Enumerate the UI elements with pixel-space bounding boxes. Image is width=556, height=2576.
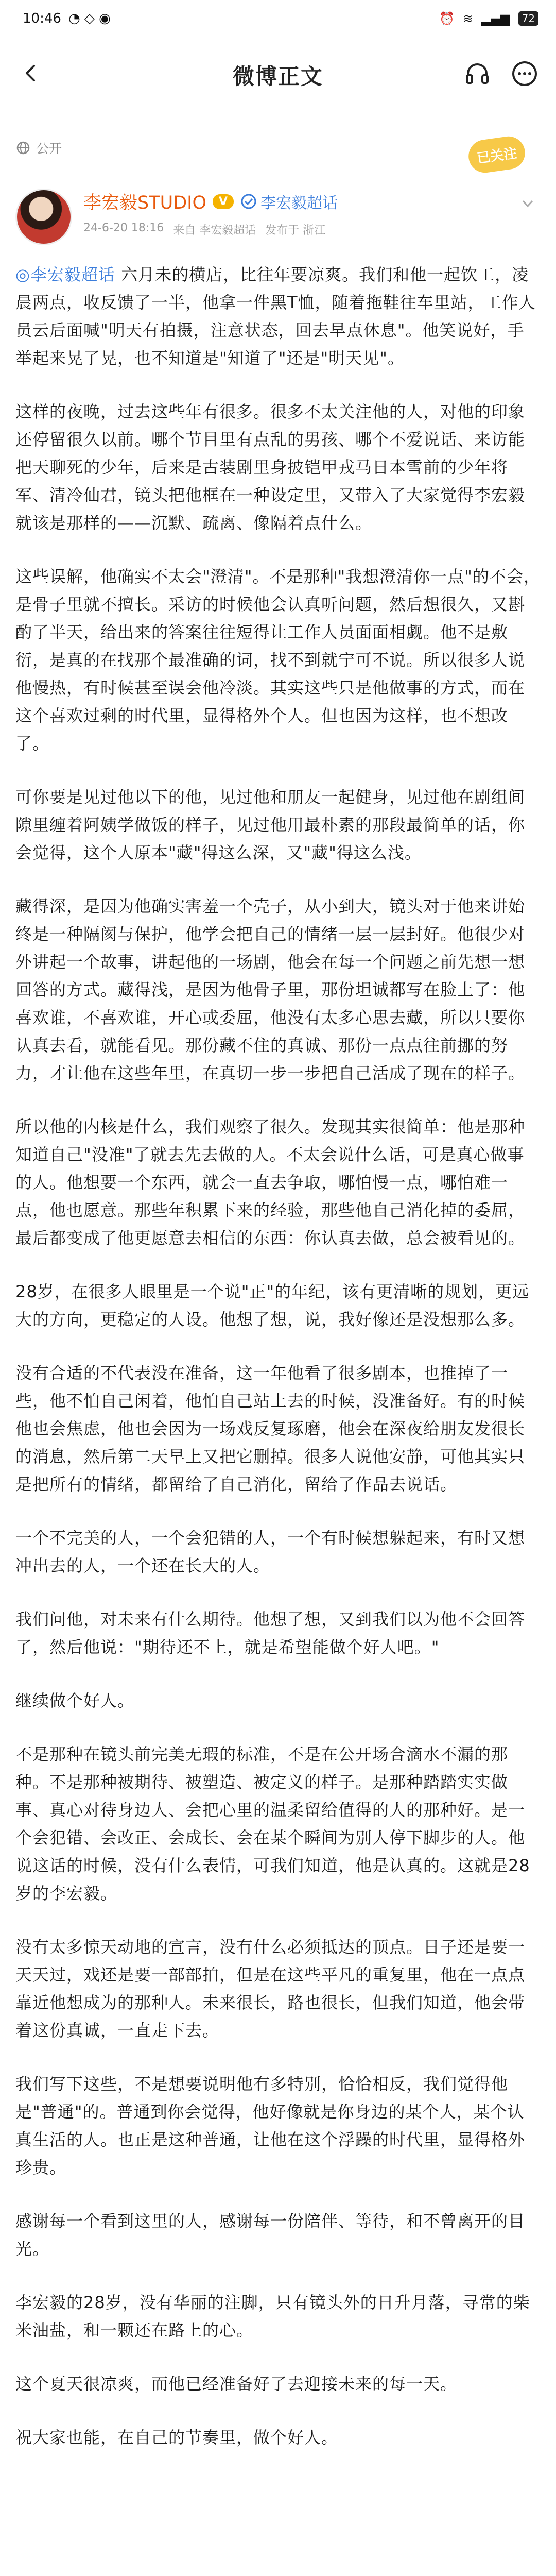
nav-actions xyxy=(460,57,542,91)
post-date: 24-6-20 18:16 xyxy=(83,222,164,234)
notification-icon: ◔ ◇ ◉ xyxy=(68,11,111,26)
post-paragraph: 祝大家也能，在自己的节奏里，做个好人。 xyxy=(15,2428,339,2447)
wifi-icon: ≋ xyxy=(463,11,474,26)
avatar[interactable] xyxy=(15,189,72,245)
super-topic-link[interactable] xyxy=(240,190,338,213)
vip-badge: V xyxy=(213,194,234,209)
post-paragraph: 所以他的内核是什么，我们观察了很久。发现其实很简单：他是那种知道自己"没准"了就去先去做的人。不太会说什么话，可是真心做事的人。他想要一个东西，就会一直去争取，哪怕慢一点，哪怕难一点，他也愿意。那些年积累下来的经验，那些他自己消化掉的委屈，最后都变成了他更愿意去相信的东西：你认真去做，总会被看见的。 xyxy=(15,1117,526,1248)
post-paragraph: 没有太多惊天动地的宣言，没有什么必须抵达的顶点。日子还是要一天天过，戏还是要一部部拍，但是在这些平凡的重复里，他在一点点靠近他想成为的那种人。未来很长，路也很长，但我们知道，他会带着这份真诚，一直走下去。 xyxy=(15,1937,526,2040)
nav-bar xyxy=(0,47,556,99)
post-paragraph: 这个夏天很凉爽，而他已经准备好了去迎接未来的每一天。 xyxy=(15,2374,458,2394)
status-bar xyxy=(0,0,556,37)
listen-button[interactable] xyxy=(460,57,494,91)
post-paragraph: 不是那种在镜头前完美无瑕的标准，不是在公开场合滴水不漏的那种。不是那种被期待、被塑造、被定义的样子。是那种踏踏实实做事、真心对待身边人、会把心里的温柔留给值得的人的那种好。是一个会犯错、会改正、会成长、会在某个瞬间为别人停下脚步的人。他说这话的时候，没有什么表情，可我们知道，他是认真的。这就是28岁的李宏毅。 xyxy=(15,1744,530,1903)
post-paragraph: 我们问他，对未来有什么期待。他想了想，又到我们以为他不会回答了，然后他说："期待还不上，就是希望能做个好人吧。" xyxy=(15,1609,526,1657)
post-paragraph: 没有合适的不代表没在准备，这一年他看了很多剧本，也推掉了一些，他不怕自己闲着，他怕自己站上去的时候，没准备好。有的时候他也会焦虑，他也会因为一场戏反复琢磨，他会在深夜给朋友发很长的消息，然后第二天早上又把它删掉。很多人说他安静，可他其实只是把所有的情绪，都留给了自己消化，留给了作品去说话。 xyxy=(15,1363,526,1494)
author-line xyxy=(83,189,338,214)
lead-super-topic-tag[interactable]: ◎李宏毅超话 xyxy=(15,265,115,284)
status-time: 10:46 xyxy=(23,11,61,26)
author-row xyxy=(15,185,541,247)
post-paragraph: 可你要是见过他以下的他，见过他和朋友一起健身，见过他在剧组间隙里缠着阿姨学做饭的样子，见过他用最朴素的那段最简单的话，你会觉得，这个人原本"藏"得这么深，又"藏"得这么浅。 xyxy=(15,787,526,862)
more-dots-icon xyxy=(511,60,538,88)
followed-badge[interactable]: 已关注 xyxy=(466,134,527,175)
author-name[interactable]: 李宏毅STUDIO xyxy=(83,193,207,213)
super-topic-name: 李宏毅超话 xyxy=(260,194,338,212)
post-paragraph: 李宏毅的28岁，没有华丽的注脚，只有镜头外的日升月落，寻常的柴米油盐，和一颗还在路上的心。 xyxy=(15,2293,530,2340)
post-meta xyxy=(83,222,325,238)
signal-icon: ▂▄▆ xyxy=(481,11,510,26)
alarm-icon: ⏰ xyxy=(439,11,455,26)
post-location: 发布于 浙江 xyxy=(265,224,326,237)
post-paragraph: 藏得深，是因为他确实害羞一个壳子，从小到大，镜头对于他来讲始终是一种隔阂与保护，他学会把自己的情绪一层一层封好。他很少对外讲起一个故事，讲起他的一场剧，他会在每一个问题之前先想一想回答的方式。藏得浅，是因为他骨子里，那份坦诚都写在脸上了：他喜欢谁，不喜欢谁，开心或委屈，他没有太多心思去藏，所以只要你认真去看，就能看见。那份藏不住的真诚、那份一点点往前挪的努力，才让他在这些年里，在真切一步一步把自己活成了现在的样子。 xyxy=(15,896,526,1083)
chevron-down-icon xyxy=(520,196,535,211)
more-options-button[interactable] xyxy=(508,57,542,91)
post-paragraph: 我们写下这些，不是想要说明他有多特别，恰恰相反，我们觉得他是"普通"的。普通到你会觉得，他好像就是你身边的某个人，某个认真生活的人。也正是这种普通，让他在这个浮躁的时代里，显得格外珍贵。 xyxy=(15,2074,526,2177)
page-title: 微博正文 xyxy=(232,64,323,89)
post-paragraph: 一个不完美的人，一个会犯错的人，一个有时候想躲起来，有时又想冲出去的人，一个还在长大的人。 xyxy=(15,1528,526,1575)
post-paragraph: 28岁，在很多人眼里是一个说"正"的年纪，该有更清晰的规划，更远大的方向，更稳定的人设。他想了想，说，我好像还是没想那么多。 xyxy=(15,1282,530,1329)
status-right xyxy=(439,11,538,26)
post-paragraph: 继续做个好人。 xyxy=(15,1691,135,1710)
status-left xyxy=(23,11,111,26)
super-topic-icon xyxy=(240,193,257,210)
post-source: 来自 李宏毅超话 xyxy=(173,224,256,237)
visibility-text: 公开 xyxy=(36,141,62,156)
post-paragraph: 感谢每一个看到这里的人，感谢每一份陪伴、等待，和不曾离开的目光。 xyxy=(15,2211,526,2259)
battery-indicator: 72 xyxy=(518,11,538,26)
post-paragraph: 这样的夜晚，过去这些年有很多。很多不太关注他的人，对他的印象还停留很久以前。哪个节目里有点乱的男孩、哪个不爱说话、来访能把天聊死的少年，后来是古装剧里身披铠甲戎马日本雪前的少年将军、清冷仙君，镜头把他框在一种设定里，又带入了大家觉得李宏毅就该是那样的——沉默、疏离、像隔着点什么。 xyxy=(15,402,526,533)
post-more-button[interactable] xyxy=(515,191,541,216)
post-body xyxy=(15,261,541,2477)
post-paragraph: ◎李宏毅超话 六月未的横店，比往年要凉爽。我们和他一起饮工，凌晨两点，收反馈了一半，他拿一件黑T恤，随着拖鞋往车里站，工作人员云后面喊"明天有拍摄，注意状态，回去早点休息"。他笑说好，手举起来晃了晃，也不知道是"知道了"还是"明天见"。 xyxy=(15,265,536,368)
globe-icon xyxy=(15,140,31,156)
headphones-icon xyxy=(463,60,491,88)
post-paragraph: 这些误解，他确实不太会"澄清"。不是那种"我想澄清你一点"的不会，是骨子里就不擅长。采访的时候他会认真听问题，然后想很久，又斟酌了半天，给出来的答案往往短得让工作人员面面相觑。他不是敷衍，是真的在找那个最准确的词，找不到就宁可不说。所以很多人说他慢热，有时候甚至误会他冷淡。其实这些只是他做事的方式，而在这个喜欢过剩的时代里，显得格外个人。但也因为这样，也不想改了。 xyxy=(15,567,541,753)
